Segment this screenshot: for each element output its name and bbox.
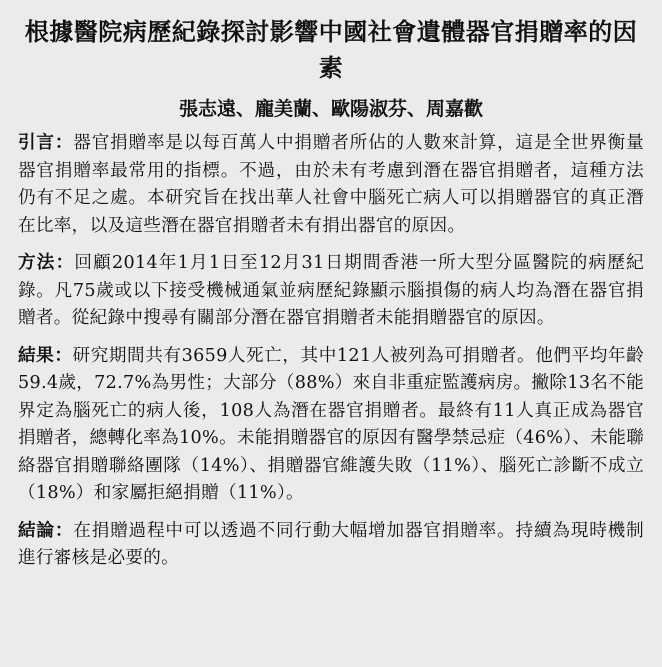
author-list: 張志遠、龐美蘭、歐陽淑芬、周嘉歡 <box>178 98 483 120</box>
introduction-section <box>18 130 644 240</box>
methods-text: 回顧2014年1月1日至12月31日期間香港一所大型分區醫院的病歷紀錄。凡75歲或以下接受機械通氣並病歷紀錄顯示腦損傷的病人均為潛在器官捐贈者。從紀錄中搜尋有關部分潛在器官捐贈者未能捐贈器官的原因。 <box>18 253 644 328</box>
conclusion-section <box>18 518 644 573</box>
introduction-label: 引言： <box>18 133 74 153</box>
methods-label: 方法： <box>18 253 75 273</box>
introduction-text: 器官捐贈率是以每百萬人中捐贈者所佔的人數來計算，這是全世界衡量器官捐贈率最常用的指標。不過，由於未有考慮到潛在器官捐贈者，這種方法仍有不足之處。本研究旨在找出華人社會中腦死亡病人可以捐贈器官的真正潛在比率，以及這些潛在器官捐贈者未有捐出器官的原因。 <box>18 133 644 236</box>
results-text: 研究期間共有3659人死亡，其中121人被列為可捐贈者。他們平均年齡59.4歲，72.7%為男性；大部分（88%）來自非重症監護病房。撇除13名不能界定為腦死亡的病人後，108人為潛在器官捐贈者。最終有11人真正成為器官捐贈者，總轉化率為10%。未能捐贈器官的原因有醫學禁忌症（46%）、未能聯絡器官捐贈聯絡團隊（14%）、捐贈器官維護失敗（11%）、腦死亡診斷不成立（18%）和家屬拒絕捐贈（11%）。 <box>18 345 644 503</box>
paper-title: 根據醫院病歷紀錄探討影響中國社會遺體器官捐贈率的因素 <box>24 18 638 82</box>
methods-section <box>18 250 644 333</box>
results-label: 結果： <box>18 345 73 366</box>
conclusion-text: 在捐贈過程中可以透過不同行動大幅增加器官捐贈率。持續為現時機制進行審核是必要的。 <box>18 520 644 568</box>
conclusion-label: 結論： <box>18 520 74 541</box>
results-section <box>18 343 644 508</box>
